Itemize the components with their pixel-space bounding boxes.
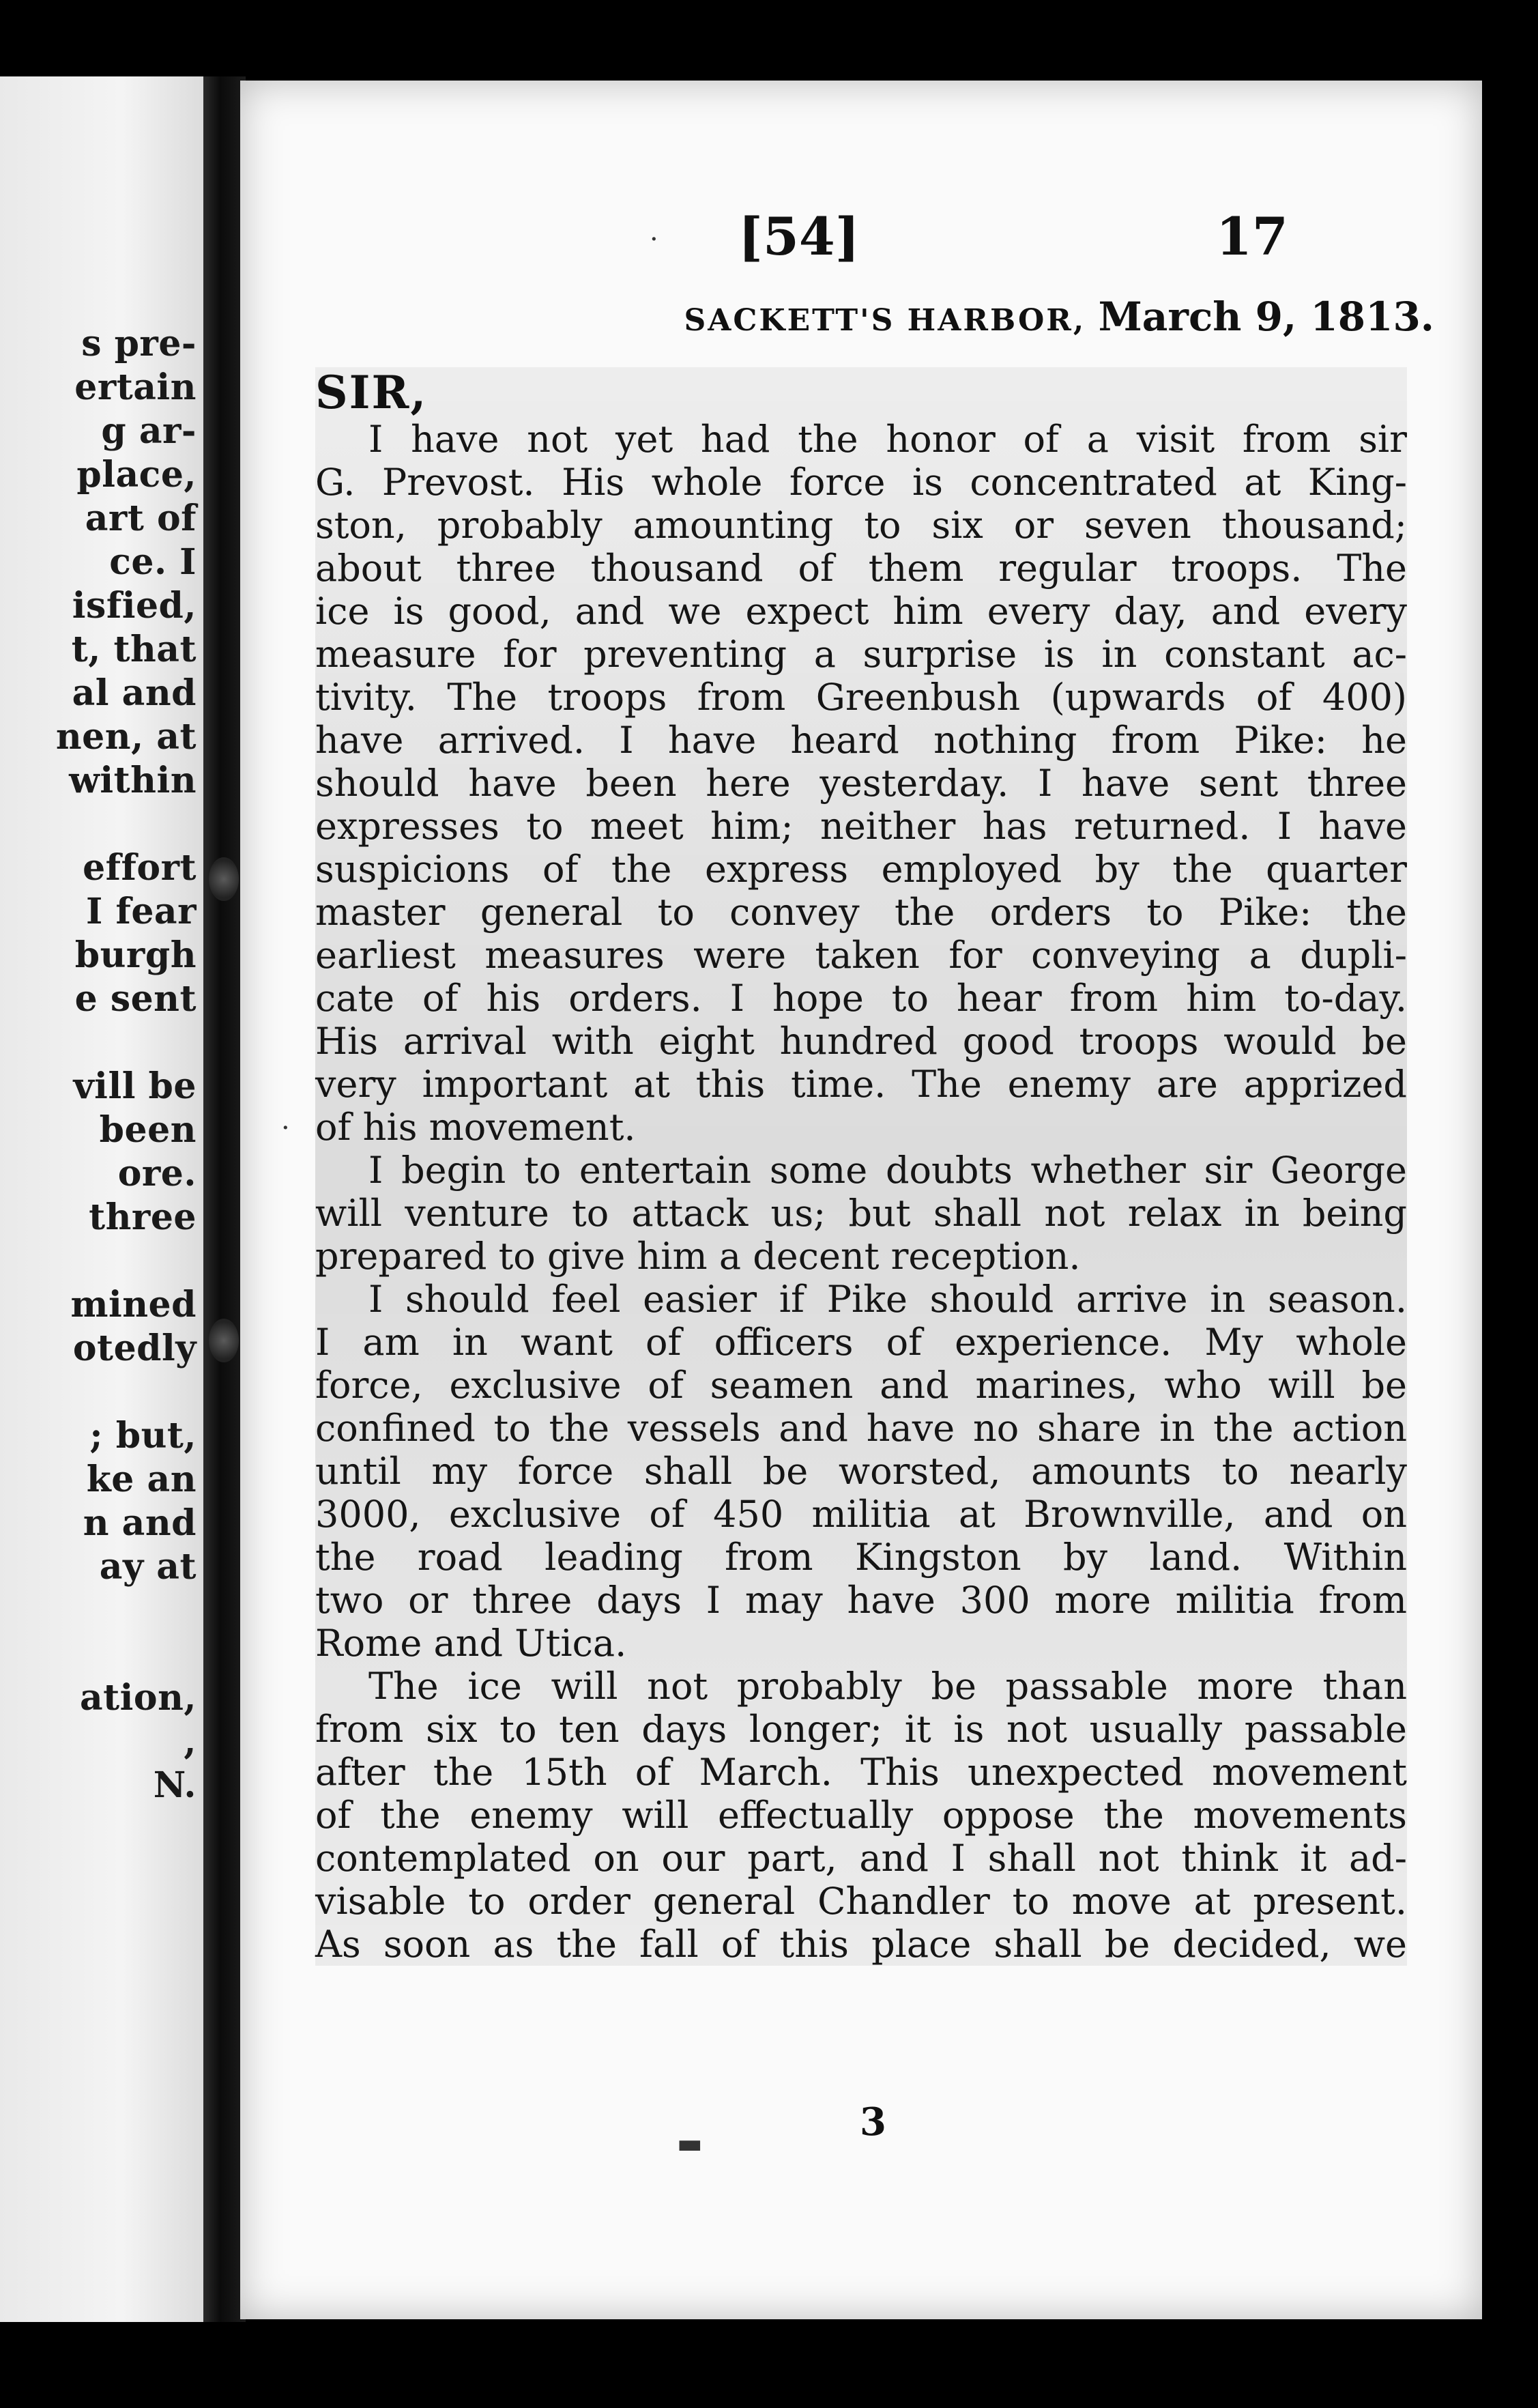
letter-line: I should feel easier if Pike should arrive in season. [368, 1278, 1407, 1321]
letter-line: As soon as the fall of this place shall be decided, we [315, 1923, 1407, 1966]
letter-line: earliest measures were taken for conveying a dupli- [315, 934, 1407, 977]
left-page-line: burgh [74, 934, 197, 976]
left-page-line: I fear [86, 891, 197, 932]
letter-line: contemplated on our part, and I shall not think it ad- [315, 1837, 1407, 1880]
letter-line: very important at this time. The enemy are apprized [315, 1063, 1407, 1106]
letter-line: Rome and Utica. [315, 1622, 627, 1665]
left-page-line: ertain [74, 367, 197, 408]
letter-line: until my force shall be worsted, amounts to nearly [315, 1450, 1407, 1493]
letter-line: about three thousand of them regular troops. The [315, 547, 1407, 590]
left-page-line: ce. I [109, 541, 197, 583]
letter-line: G. Prevost. His whole force is concentrated at King- [315, 461, 1407, 504]
letter-line: I have not yet had the honor of a visit from sir [368, 418, 1407, 461]
scan-speck: ▬ [677, 2128, 703, 2160]
left-page-line: isfied, [72, 585, 197, 627]
left-page-line: , [184, 1721, 197, 1762]
left-page-line: ke an [86, 1459, 197, 1500]
letter-line: cate of his orders. I hope to hear from him to-day. [315, 977, 1407, 1020]
left-page-line: t, that [71, 629, 197, 670]
left-page-line: e sent [74, 978, 197, 1020]
book-page [240, 81, 1482, 2319]
letter-line: master general to convey the orders to Pike: the [315, 891, 1407, 934]
left-page-line: place, [76, 454, 197, 496]
letter-line: should have been here yesterday. I have sent three [315, 762, 1407, 805]
letter-line: the road leading from Kingston by land. Within [315, 1536, 1407, 1579]
letter-line: ice is good, and we expect him every day, and every [315, 590, 1407, 633]
previous-page-fragment [0, 76, 203, 2322]
letter-line: will venture to attack us; but shall not relax in being [315, 1192, 1407, 1235]
scan-speck: · [650, 224, 658, 255]
left-page-line: nen, at [55, 716, 197, 758]
left-page-line: ; but, [89, 1415, 197, 1457]
book-gutter [203, 76, 246, 2322]
letter-line: from six to ten days longer; it is not usually passable [315, 1708, 1407, 1751]
letter-line: have arrived. I have heard nothing from Pike: he [315, 719, 1407, 762]
letter-line: I am in want of officers of experience. My whole [315, 1321, 1407, 1364]
letter-body [315, 367, 1407, 1966]
letter-line: measure for preventing a surprise is in constant ac- [315, 633, 1407, 676]
left-page-line: within [69, 760, 197, 801]
scan-speck: · [281, 1113, 290, 1144]
letter-line: of the enemy will effectually oppose the movements [315, 1794, 1407, 1837]
left-page-line: s pre- [81, 323, 197, 364]
left-page-line: N. [153, 1764, 197, 1806]
left-page-line: al and [72, 672, 197, 714]
letter-line: confined to the vessels and have no share in the action [315, 1407, 1407, 1450]
letter-line: visable to order general Chandler to move at present. [315, 1880, 1407, 1923]
letter-lines [315, 418, 1407, 1966]
left-page-line: g ar- [101, 410, 197, 452]
left-page-line: art of [85, 498, 197, 539]
left-page-line: ore. [117, 1153, 197, 1194]
dateline-place: SACKETT'S HARBOR, [684, 303, 1086, 338]
page-number-bracketed: [54] [738, 206, 860, 267]
left-page-line: been [99, 1109, 197, 1151]
letter-line: after the 15th of March. This unexpected movement [315, 1751, 1407, 1794]
letter-line: The ice will not probably be passable more than [368, 1665, 1407, 1708]
letter-line: of his movement. [315, 1106, 636, 1149]
left-page-line: vill be [73, 1065, 197, 1107]
letter-line: I begin to entertain some doubts whether sir George [368, 1149, 1407, 1192]
letter-line: His arrival with eight hundred good troops would be [315, 1020, 1407, 1063]
letter-line: suspicions of the express employed by the quarter [315, 848, 1407, 891]
letter-line: 3000, exclusive of 450 militia at Brownville, and on [315, 1493, 1407, 1536]
letter-line: prepared to give him a decent reception. [315, 1235, 1081, 1278]
letter-dateline [684, 293, 1434, 340]
folio-number: 17 [1216, 206, 1288, 267]
left-page-line: n and [83, 1502, 197, 1544]
letter-line: force, exclusive of seamen and marines, who will be [315, 1364, 1407, 1407]
binding-hole [209, 1319, 239, 1362]
letter-line: ston, probably amounting to six or seven thousand; [315, 504, 1407, 547]
signature-mark: 3 [860, 2099, 886, 2145]
letter-salutation: SIR, [315, 366, 428, 419]
left-page-line: mined [70, 1284, 197, 1325]
letter-line: tivity. The troops from Greenbush (upwards of 400) [315, 676, 1407, 719]
dateline-date: March 9, 1813. [1098, 293, 1434, 340]
left-page-line: otedly [72, 1328, 197, 1369]
letter-line: two or three days I may have 300 more militia from [315, 1579, 1407, 1622]
binding-hole [209, 857, 239, 901]
letter-line: expresses to meet him; neither has returned. I have [315, 805, 1407, 848]
left-page-line: ation, [79, 1677, 197, 1719]
left-page-line: effort [83, 847, 197, 889]
left-page-line: three [89, 1196, 197, 1238]
left-page-line: ay at [99, 1546, 197, 1588]
